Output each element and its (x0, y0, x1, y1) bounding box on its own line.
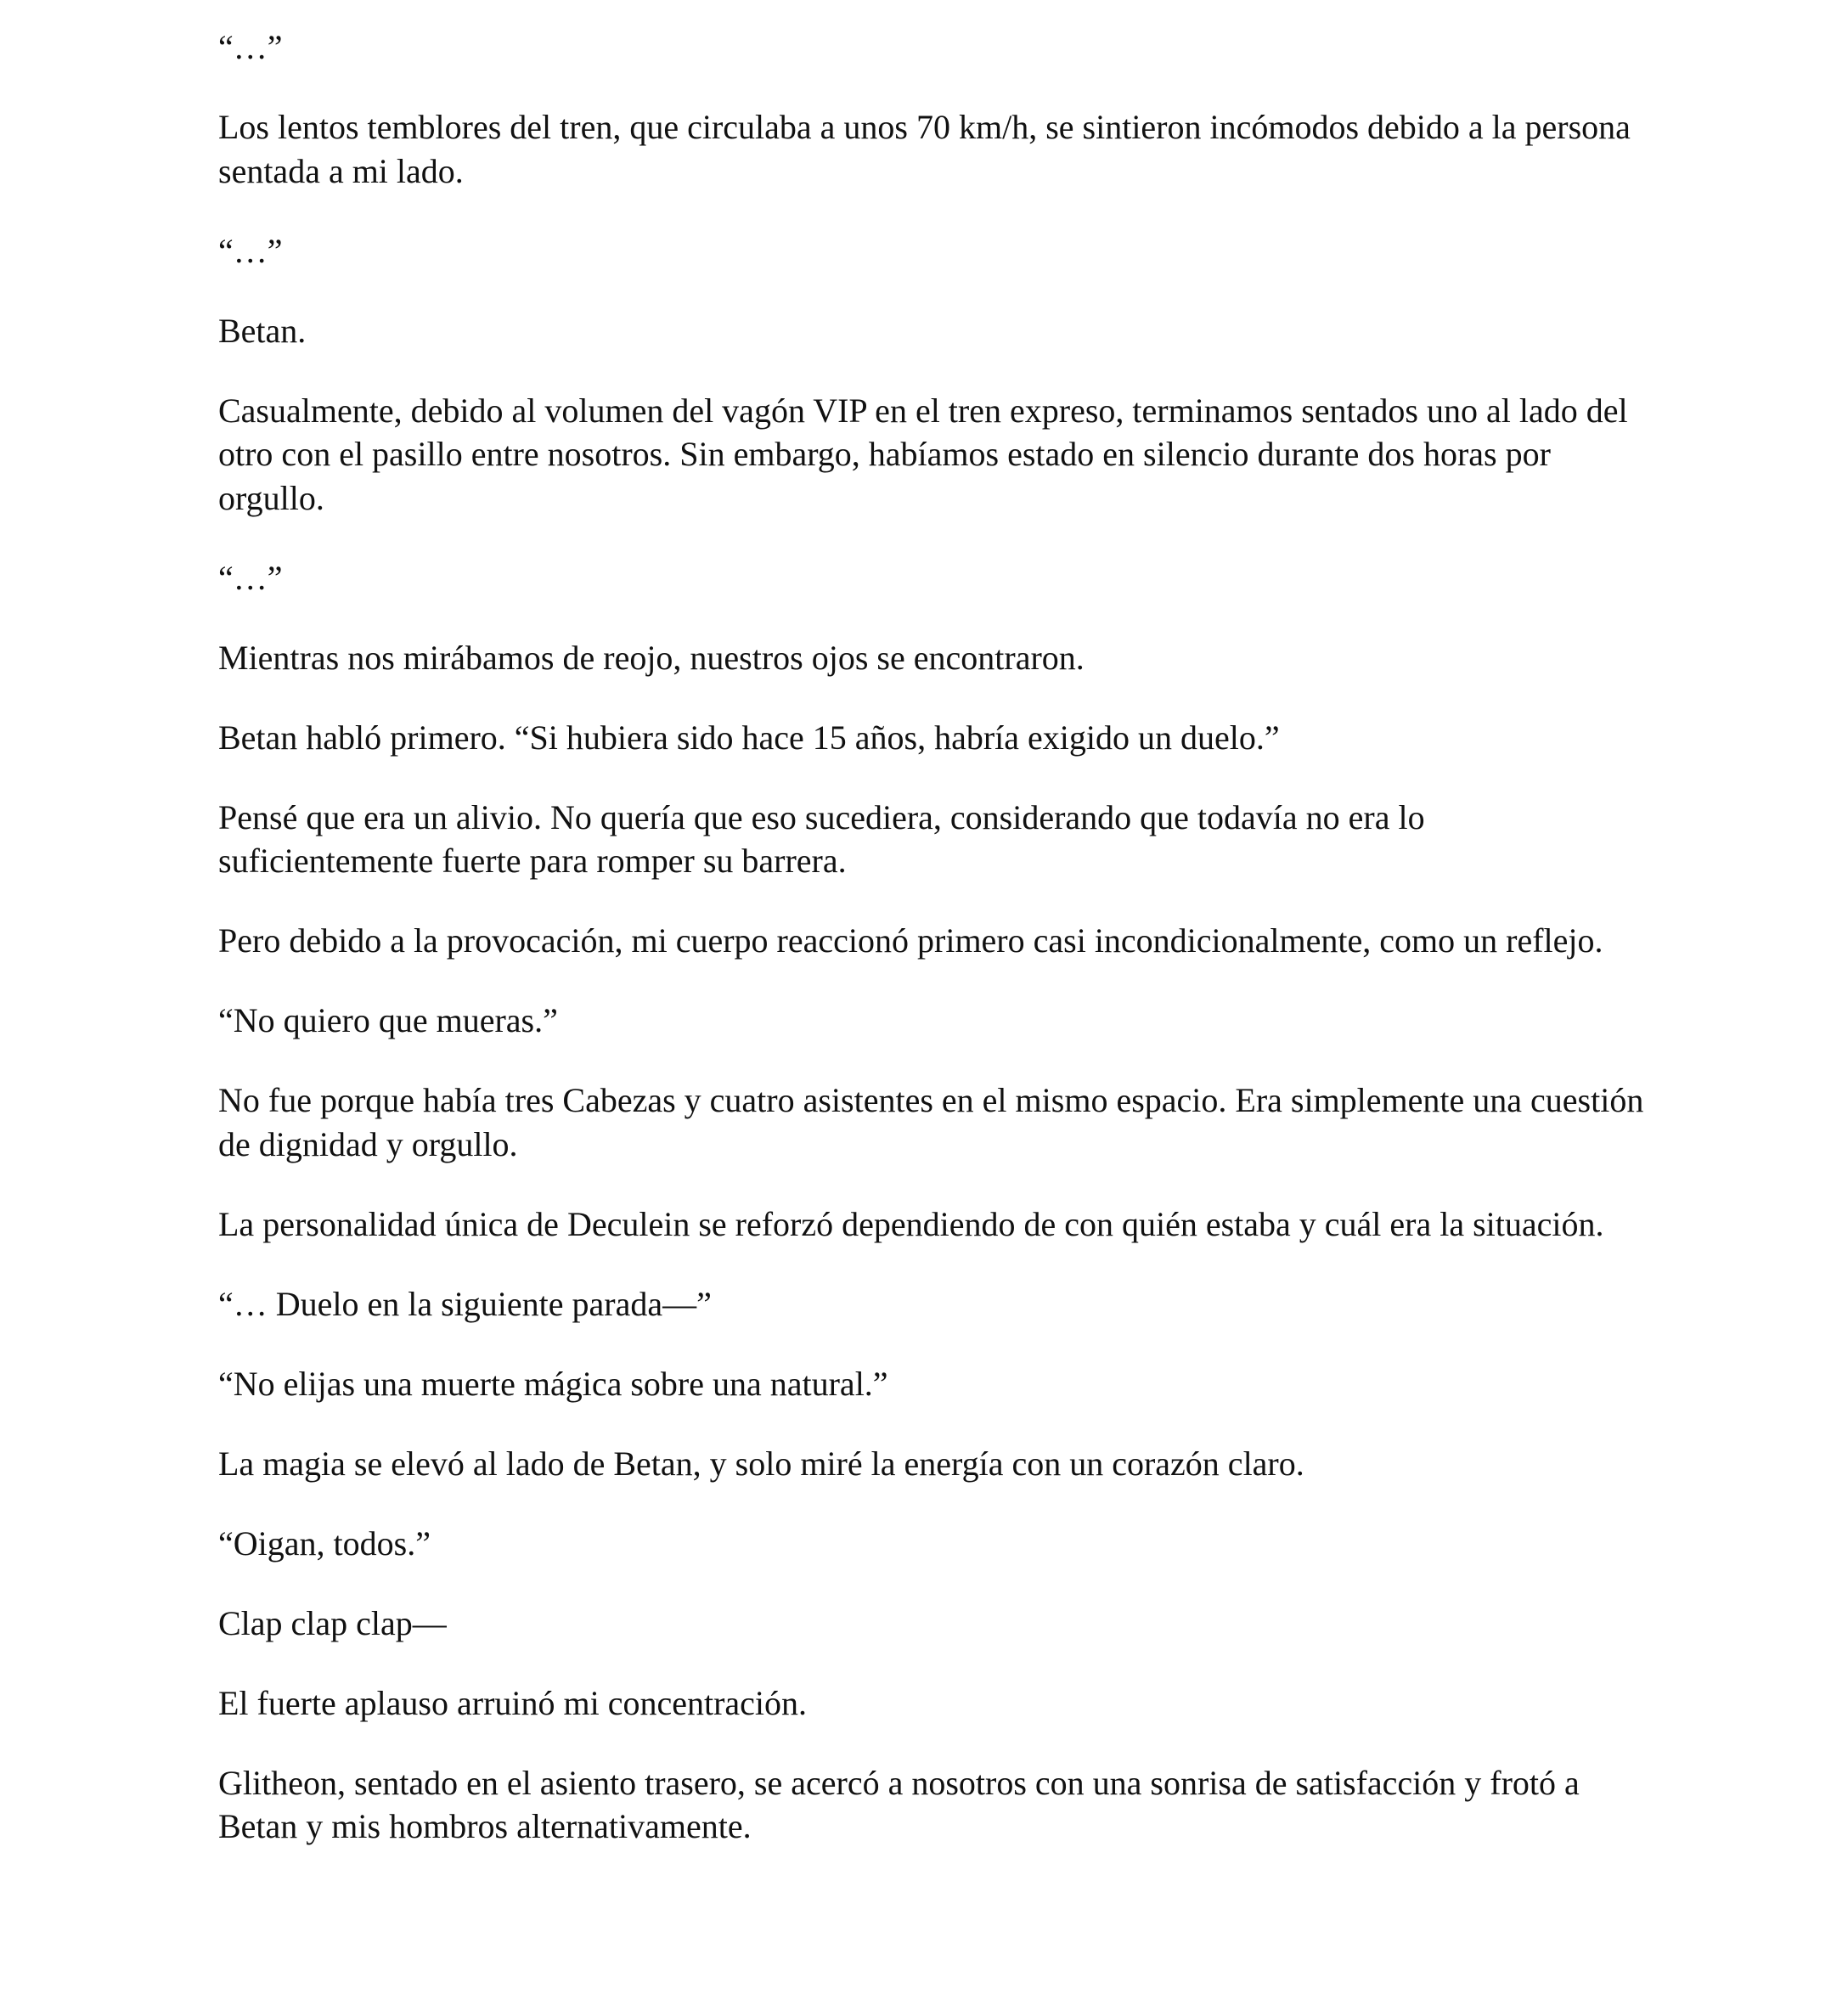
paragraph: Betan. (218, 311, 307, 350)
paragraph: La personalidad única de Deculein se reforzó dependiendo de con quién estaba y cuál era la situación. (218, 1204, 1604, 1243)
paragraph: “No quiero que mueras.” (218, 1001, 558, 1039)
paragraph: El fuerte aplauso arruinó mi concentración. (218, 1683, 808, 1722)
paragraph: Casualmente, debido al volumen del vagón VIP en el tren expreso, terminamos sentados uno al lado del otro con el pasillo entre nosotros. Sin embargo, habíamos estado en silencio durante dos horas por orgullo. (218, 391, 1628, 517)
paragraph: “…” (218, 231, 283, 270)
paragraph: Mientras nos mirábamos de reojo, nuestros ojos se encontraron. (218, 638, 1085, 677)
paragraph: “No elijas una muerte mágica sobre una natural.” (218, 1364, 888, 1403)
paragraph: “Oigan, todos.” (218, 1523, 431, 1563)
paragraph: Clap clap clap— (218, 1603, 447, 1642)
paragraph: La magia se elevó al lado de Betan, y solo miré la energía con un corazón claro. (218, 1444, 1304, 1483)
paragraph: “…” (218, 28, 283, 66)
paragraph: “… Duelo en la siguiente parada—” (218, 1284, 712, 1323)
paragraph: Pensé que era un alivio. No quería que eso sucediera, considerando que todavía no era lo suficientemente fuerte para romper su barrera. (218, 797, 1425, 880)
document-page (218, 25, 1645, 1884)
paragraph: Glitheon, sentado en el asiento trasero, se acercó a nosotros con una sonrisa de satisfacción y frotó a Betan y mis hombros alternativamente. (218, 1763, 1580, 1845)
paragraph: Pero debido a la provocación, mi cuerpo reaccionó primero casi incondicionalmente, como un reflejo. (218, 921, 1603, 960)
paragraph: Betan habló primero. “Si hubiera sido hace 15 años, habría exigido un duelo.” (218, 718, 1280, 757)
paragraph: “…” (218, 558, 283, 597)
paragraph: No fue porque había tres Cabezas y cuatro asistentes en el mismo espacio. Era simplemente una cuestión de dignidad y orgullo. (218, 1081, 1644, 1163)
paragraph: Los lentos temblores del tren, que circulaba a unos 70 km/h, se sintieron incómodos debido a la persona sentada a mi lado. (218, 108, 1631, 190)
